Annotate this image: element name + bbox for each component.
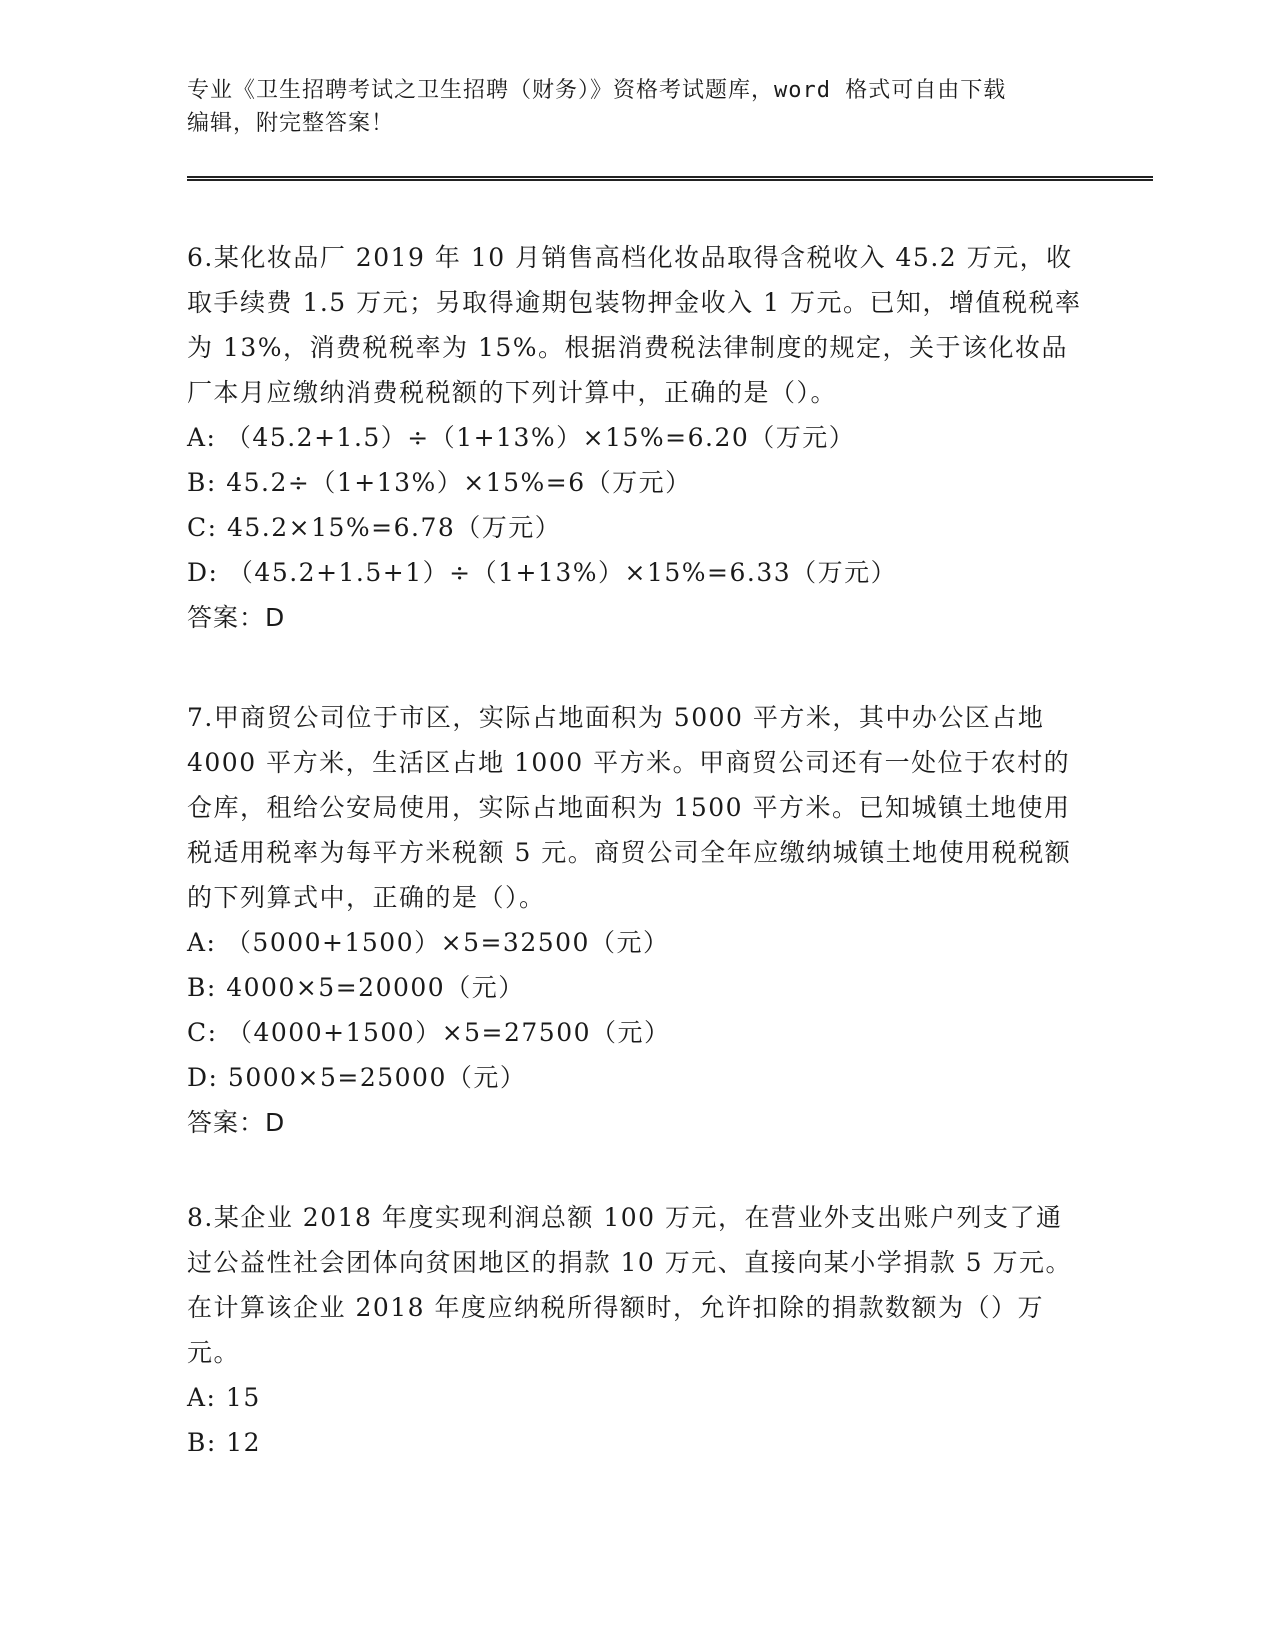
option-a: A: （5000+1500）×5=32500（元） — [187, 928, 670, 957]
option-c: C: 45.2×15%=6.78（万元） — [187, 513, 562, 542]
option-d: D: 5000×5=25000（元） — [187, 1063, 527, 1092]
answer-text: 答案：D — [187, 603, 286, 632]
option-b: B: 45.2÷（1+13%）×15%=6（万元） — [187, 468, 692, 497]
header-line-1: 专业《卫生招聘考试之卫生招聘（财务）》资格考试题库，word 格式可自由下载 — [187, 78, 1007, 103]
option-a: A: （45.2+1.5）÷（1+13%）×15%=6.20（万元） — [187, 423, 856, 452]
option-a: A: 15 — [187, 1383, 261, 1412]
question-7 — [187, 695, 1087, 1145]
document-header — [187, 74, 1087, 140]
question-8 — [187, 1195, 1087, 1465]
option-b: B: 12 — [187, 1428, 262, 1457]
question-stem: 7.甲商贸公司位于市区，实际占地面积为 5000 平方米，其中办公区占地 4000 平方米，生活区占地 1000 平方米。甲商贸公司还有一处位于农村的仓库，租给公安局使用，实际占地面积为 1500 平方米。已知城镇土地使用税适用税率为每平方米税额 5 元。商贸公司全年应缴纳城镇土地使用税税额的下列算式中，正确的是（）。 — [187, 703, 1072, 912]
header-line-2: 编辑，附完整答案！ — [187, 111, 395, 136]
header-divider — [187, 176, 1153, 181]
option-c: C: （4000+1500）×5=27500（元） — [187, 1018, 671, 1047]
answer-text: 答案：D — [187, 1108, 286, 1137]
question-6 — [187, 235, 1087, 640]
question-stem: 8.某企业 2018 年度实现利润总额 100 万元，在营业外支出账户列支了通过公益性社会团体向贫困地区的捐款 10 万元、直接向某小学捐款 5 万元。在计算该企业 2018 年度应纳税所得额时，允许扣除的捐款数额为（）万元。 — [187, 1203, 1073, 1367]
option-b: B: 4000×5=20000（元） — [187, 973, 525, 1002]
option-d: D: （45.2+1.5+1）÷（1+13%）×15%=6.33（万元） — [187, 558, 898, 587]
question-stem: 6.某化妆品厂 2019 年 10 月销售高档化妆品取得含税收入 45.2 万元，收取手续费 1.5 万元；另取得逾期包装物押金收入 1 万元。已知，增值税税率为 13%，消费税税率为 15%。根据消费税法律制度的规定，关于该化妆品厂本月应缴纳消费税税额的下列计算中，正确的是（）。 — [187, 243, 1082, 407]
